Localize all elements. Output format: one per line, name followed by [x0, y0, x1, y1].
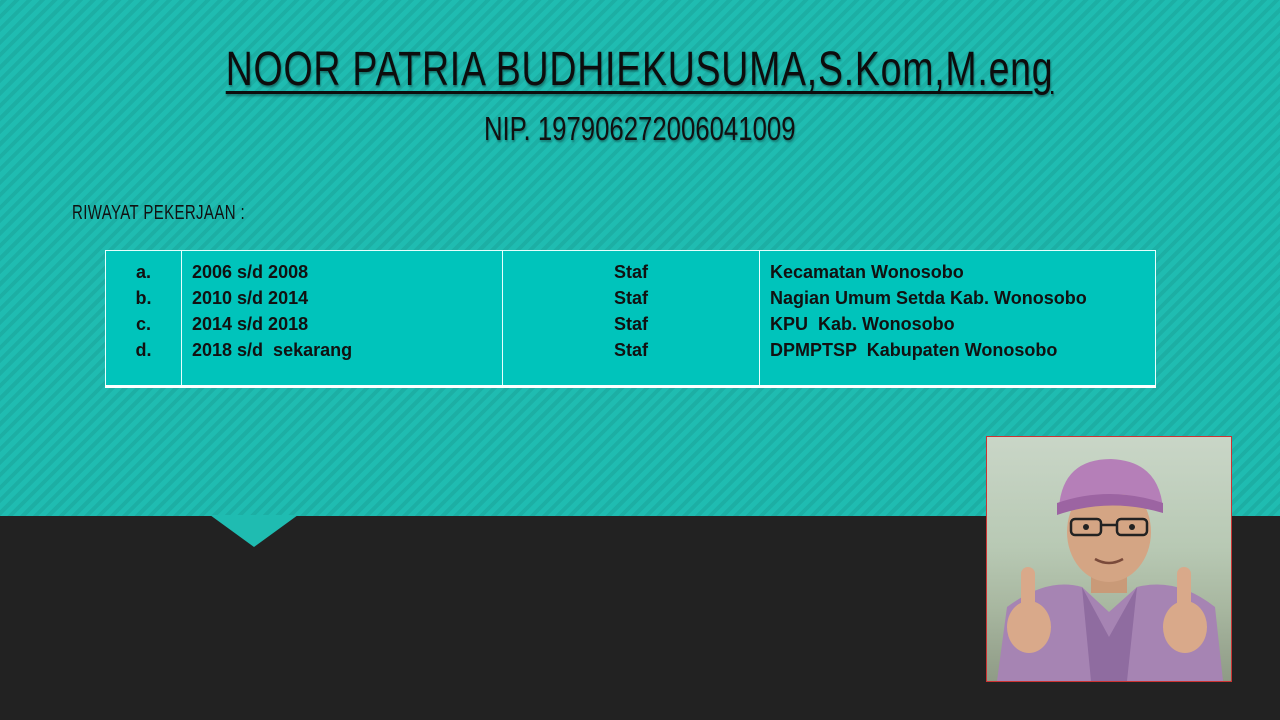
profile-photo [986, 436, 1232, 682]
row-position: Staf [613, 314, 648, 334]
row-period: 2014 s/d 2018 [192, 314, 309, 334]
position-cell [503, 251, 760, 387]
nip-line [0, 110, 1280, 148]
row-letter: c. [135, 314, 151, 334]
row-office: DPMPTSP Kabupaten Wonosobo [770, 340, 1058, 360]
page-title [0, 42, 1280, 97]
row-letter: d. [135, 340, 152, 360]
person-name: NOOR PATRIA BUDHIEKUSUMA,S.Kom,M.eng [226, 43, 1054, 96]
row-letter: b. [135, 288, 152, 308]
row-office: Kecamatan Wonosobo [770, 262, 964, 282]
nip-number: NIP. 197906272006041009 [484, 110, 796, 147]
row-position: Staf [613, 262, 648, 282]
row-period: 2018 s/d sekarang [192, 340, 353, 360]
section-label: RIWAYAT PEKERJAAN : [72, 202, 245, 224]
row-period: 2006 s/d 2008 [192, 262, 309, 282]
notch-pointer [210, 515, 298, 547]
row-office: Nagian Umum Setda Kab. Wonosobo [770, 288, 1087, 308]
row-letter: a. [135, 262, 151, 282]
employment-history-table [105, 250, 1156, 388]
office-cell [760, 251, 1156, 387]
period-cell [182, 251, 503, 387]
row-office: KPU Kab. Wonosobo [770, 314, 955, 334]
portrait-illustration [987, 437, 1231, 681]
letter-cell [106, 251, 182, 387]
table-row [106, 251, 1156, 387]
row-position: Staf [613, 340, 648, 360]
row-position: Staf [613, 288, 648, 308]
row-period: 2010 s/d 2014 [192, 288, 309, 308]
